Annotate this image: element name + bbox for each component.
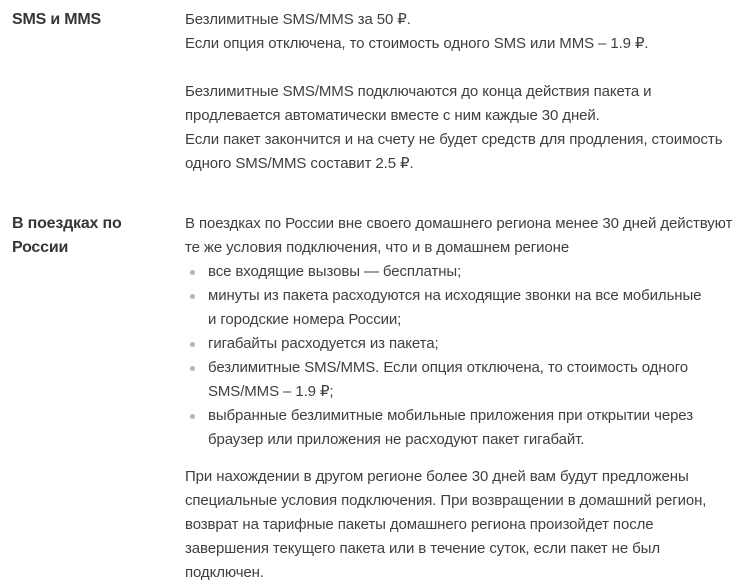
text-line: В поездках по России вне своего домашнего региона менее 30 дней действуют	[185, 215, 733, 232]
list-item	[185, 356, 737, 404]
paragraph	[185, 212, 737, 260]
paragraph	[185, 465, 737, 585]
sections-container	[12, 8, 737, 585]
list-item-text	[208, 332, 439, 356]
bullet-icon	[190, 366, 195, 371]
list-item	[185, 284, 737, 332]
text-line: Если опция отключена, то стоимость одного SMS или MMS – 1.9 ₽.	[185, 35, 649, 52]
paragraph	[185, 80, 737, 176]
bullet-icon	[190, 342, 195, 347]
text-line: завершения текущего пакета или в течение суток, если пакет не был	[185, 540, 660, 557]
list-item-text	[208, 284, 701, 332]
list-item-text	[208, 404, 693, 452]
text-line: одного SMS/MMS составит 2.5 ₽.	[185, 155, 414, 172]
list-item-text	[208, 356, 688, 404]
text-line: продлевается автоматически вместе с ним каждые 30 дней.	[185, 107, 600, 124]
section-content	[185, 212, 737, 585]
text-line: все входящие вызовы — бесплатны;	[208, 263, 462, 280]
text-line: и городские номера России;	[208, 311, 402, 328]
text-line: Безлимитные SMS/MMS подключаются до конца действия пакета и	[185, 83, 652, 100]
text-line: Если пакет закончится и на счету не будет средств для продления, стоимость	[185, 131, 723, 148]
section-content	[185, 8, 737, 176]
section-label: SMS и MMS	[12, 11, 101, 28]
text-line: специальные условия подключения. При возвращении в домашний регион,	[185, 492, 707, 509]
text-line: минуты из пакета расходуются на исходящие звонки на все мобильные	[208, 287, 702, 304]
text-line: те же условия подключения, что и в домашнем регионе	[185, 239, 570, 256]
list-item	[185, 332, 737, 356]
paragraph	[185, 8, 737, 56]
text-line: гигабайты расходуется из пакета;	[208, 335, 439, 352]
text-line: безлимитные SMS/MMS. Если опция отключена, то стоимость одного	[208, 359, 688, 376]
text-line: Безлимитные SMS/MMS за 50 ₽.	[185, 11, 411, 28]
text-line: подключен.	[185, 564, 264, 581]
text-line: SMS/MMS – 1.9 ₽;	[208, 383, 334, 400]
text-line: выбранные безлимитные мобильные приложения при открытии через	[208, 407, 693, 424]
text-line: браузер или приложения не расходуют пакет гигабайт.	[208, 431, 585, 448]
section-label: В поездках по России	[12, 215, 122, 256]
section-row	[12, 212, 737, 585]
list-item	[185, 404, 737, 452]
list-item	[185, 260, 737, 284]
list-item-text	[208, 260, 461, 284]
text-line: При нахождении в другом регионе более 30 дней вам будут предложены	[185, 468, 689, 485]
bullet-icon	[190, 270, 195, 275]
text-line: возврат на тарифные пакеты домашнего региона произойдет после	[185, 516, 654, 533]
bullet-icon	[190, 294, 195, 299]
section-row	[12, 8, 737, 176]
bullet-list	[185, 260, 737, 452]
bullet-icon	[190, 414, 195, 419]
